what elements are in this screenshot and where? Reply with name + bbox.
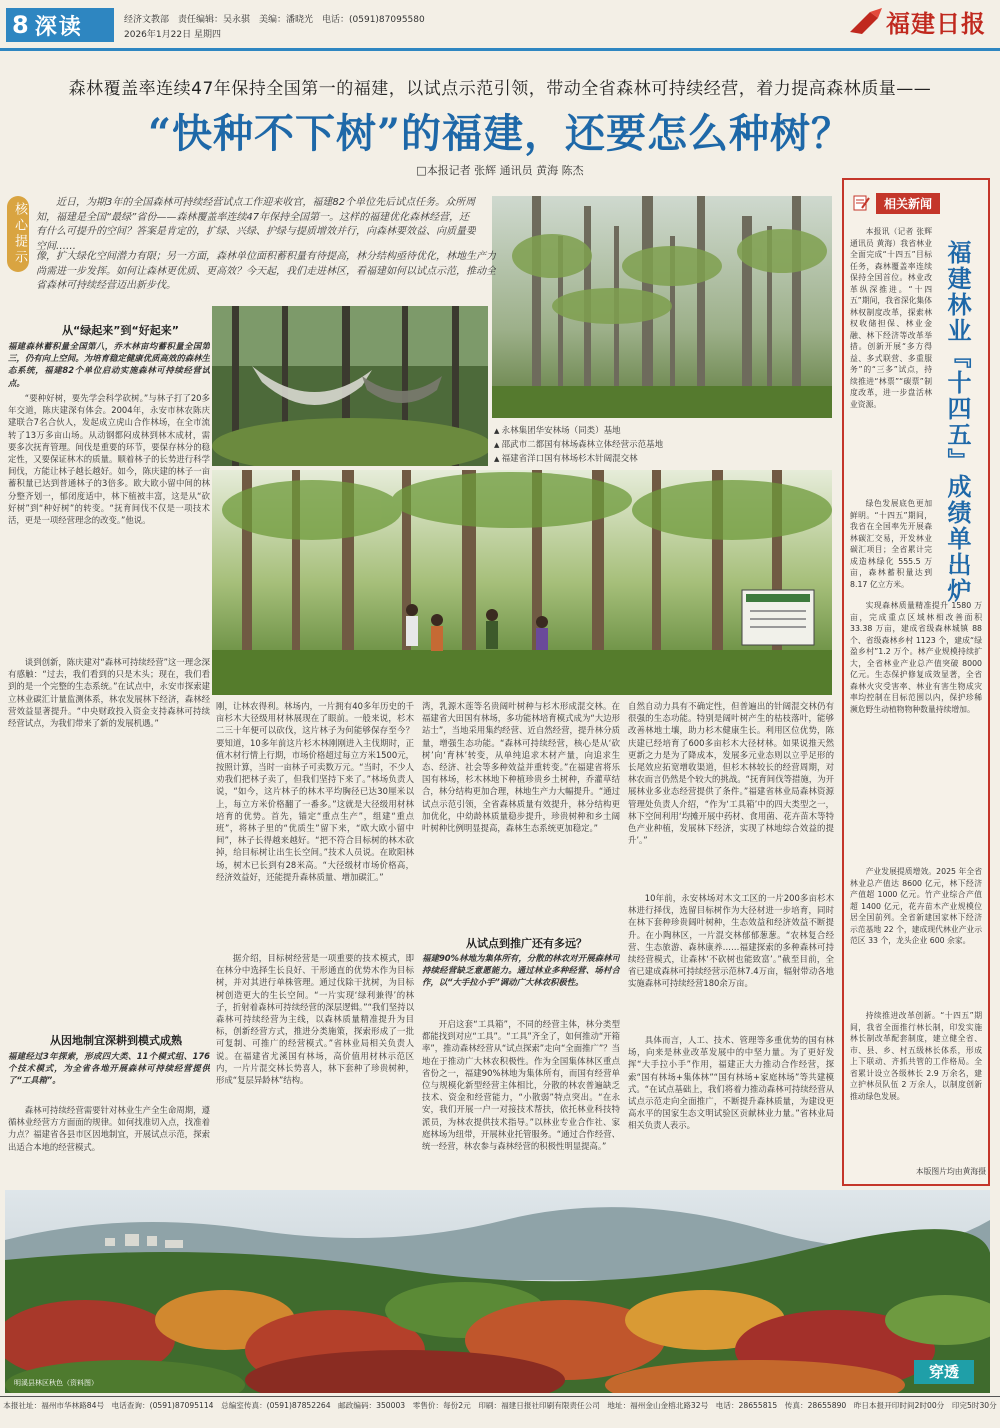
hammock-forest-photo: [212, 306, 488, 466]
column-4-text: 自然自动力具有不确定性，但普遍出的针阔混交林仍有很强的生态功能。特别是阔叶树产生的枯枝落叶，能够改善林地土壤，助力杉木健康生长。利用区位优势，陈庆建已经培育了600多亩杉木大径材林。如果说推天然更新之力是为了降成本，发展多元业态则以立乎足形的长尾效应拓宽增收渠道，但杉木林较长的经营周期，对林农而言仍然是个较大的挑战。“抚育间伐等措施，为开展林业多业态经营提供了条件。”福建省林业局森林资源管理处负责人介绍，“作为‘工具箱’中的四大类型之一，林下空间利用‘均摊开展中药材、食用菌、花卉苗木等特色产业种植，发展林下经济，实现了林地综合效益的提升’。”: [628, 701, 834, 846]
newspaper-brand: [848, 4, 986, 39]
autumn-forest-panorama: [5, 1190, 990, 1393]
column-4-text-c: 具体而言，人工、技术、管理等多重优势的国有林场，向来是林业改革发展中的中坚力量。为了更好发挥“大手拉小手”作用，福建正大力推动合作经营，探索“国有林场+集体林”“国有林场+家庭林场”等共建模式。“在试点基础上，我们将着力推动森林可持续经营从试点示范走向全面推广，不断提升森林质量，为建设更高水平的国家生态文明试验区贡献林业力量。”省林业局相关负责人表示。: [628, 1035, 834, 1131]
footer-info: 本报社址：福州市华林路84号 电话查询：(0591)87095114 总编室传真：(0591)87852264 邮政编码：350003 零售价：每份2元 印刷：福建日报社印刷有限责任公司 地址：福州金山金榕北路32号 电话：28655815 传真：28655890 昨日本报开印时间2时00分 印完5时30分: [3, 1401, 997, 1410]
spacer-3: [8, 396, 9, 397]
sidebar-text-4: 产业发展提质增效。2025 年全省林业总产值达 8600 亿元，林下经济产值超 1000 亿元。竹产业综合产值超 1400 亿元，花卉苗木产业规模位居全国前列。全省新建国家林下经济示范基地 22 个，建成现代林业产业示范区 33 个，龙头企业 600 余家。: [850, 867, 982, 945]
forest-people-photo: [212, 470, 832, 695]
newspaper-logo-icon: [848, 6, 886, 38]
page-number: 8: [12, 11, 29, 39]
lead-1: 福建森林蓄积量全国第八，乔木林亩均蓄积量全国第三，仍有向上空间。为培育稳定健康优质高效的森林生态系统，福建82个单位启动实施森林可持续经营试点。: [8, 341, 210, 388]
footer-rule: [0, 1396, 1000, 1397]
related-news-tag: [852, 192, 980, 214]
core-summary-badge: 核心提示: [7, 196, 29, 272]
forest-photo-top: [492, 196, 832, 418]
column-1-text: “要种好树，要先学会科学砍树。”与林子打了20多年交道，陈庆建深有体会。2004年，永安市林农陈庆建联合7名合伙人，发起成立虎山合作林场，在全市流转了13万多亩山场。从动钢都闷成林到林木成材，需要多次抚育管理。间伐是重要的环节，要保存林分的稳定性，又要保证林木的质量。顺着林子的长势进行科学间伐，方能让林子越长越好。如今，陈庆建的林子一亩蓄积量已达到普通林子的3倍多。欧大欧小留中间的林分整齐划一，郁闭度适中，林下植被丰富，这是从“砍好树”到“种好树”的转变。“抚育间伐不仅是一项技术活，更是一项经营理念的改变。”他说。: [8, 393, 210, 526]
photo-caption-1: ▲ 永林集团华安林场（同类）基地: [494, 424, 834, 438]
section-name: 深读: [34, 14, 83, 40]
page-number-box: [6, 8, 114, 42]
photo-captions: [494, 424, 834, 466]
headline-title: “快种不下树”的福建，还要怎么种树？: [147, 110, 852, 157]
sidebar-text-1: 本报讯（记者 张辉 通讯员 黄海）我省林业全面完成“十四五”目标任务，森林覆盖率连续保持全国首位。林业改革纵深推进。“十四五”期间，我省深化集体林权制度改革，探索林权收储担保、林业金融、林下经济等改革举措。创新开展“多方得益、多式联营、多重服务”的“三多”试点，持续推进“林票”“碳票”制度改革，进一步盘活林业资源。: [850, 227, 932, 409]
column-4-text-b: 10年前，永安林场对木文工区的一片200多亩杉木林进行择伐，选留目标树作为大径材进一步培育，同时在林下套种珍贵阔叶树种，生态效益和经济效益不断提升。在小陶林区，一片混交林郁郁葱葱。“农林复合经营、生态旅游、森林康养……福建探索的多种森林可持续经营模式，让森林‘不砍树也能致富’。”截至目前，全省已建成森林可持续经营示范林7.4万亩，辐射带动各地实施森林可持续经营180余万亩。: [628, 893, 834, 989]
lead-3: 福建90%林地为集体所有，分散的林农对开展森林可持续经营缺乏意愿能力。通过林业多种经营、场村合作，以“大手拉小手”调动广大林农积极性。: [422, 953, 620, 988]
column-2-text: 刚，让林农得利。林场内，一片拥有40多年历史的千亩杉木大径级用材林展现在了眼前。一般来说，杉木二三十年便可以砍伐，这片林子为何能够保存至今？要知道，10多年前这片杉木林刚刚进入主伐期时，正值木材行情上行期，市场价格超过每立方米1500元，按照计算，当时一亩林子可卖数万元。“当时，不少人劝我们把林子卖了，但我们坚持下来了。”林场负责人说，“如今，这片林子的林木平均胸径已达30厘米以上，每立方米价格翻了一番多。”这就是大径级用材林培育的优势。首先，锚定“重点生产”，组建“重点班”，将林子里的“优质生”留下来，“欧大欧小留中间”，林子长得越来越好。“把不符合目标树的林木砍掉，给目标树让出生长空间。”技术人员说。在欧阳林场，树木已长到有28米高。“大径级材市场价格高，经济效益好，还能提升森林质量、增加碳汇。”: [216, 701, 414, 882]
column-2-text-b: 据介绍，目标树经营是一项重要的技术模式，即在林分中选择生长良好、干形通直的优势木作为目标树，并对其进行单株管理。通过伐除干扰树，为目标树创造更大的生长空间。“一片实现‘绿利兼得’的林子，折射着森林可持续经营的深层逻辑。”“我们坚持以森林可持续经营为主线，以森林质量精准提升为目标，创新经营方式，推进分类施策，探索形成了一批可复制、可推广的经营模式。”省林业局相关负责人说。在福建省尤溪国有林场，高价值用材林示范区内，一片片混交林长势喜人，林下套种了珍贵树种，形成“复层异龄林”结构。: [216, 953, 414, 1086]
headline-kicker: 森林覆盖率连续47年保持全国第一的福建，以试点示范引领，带动全省森林可持续经营，着力提高森林质量——: [68, 79, 932, 99]
sidebar-text-2: 绿色发展底色更加鲜明。“十四五”期间，我省在全国率先开展森林碳汇交易，开发林业碳汇项目；全省累计完成造林绿化 555.5 万亩，森林蓄积量达到 8.17 亿立方米。: [850, 499, 932, 589]
subhead-3: 从试点到推广还有多远？: [466, 937, 587, 950]
date-line: 2026年1月22日 星期四: [124, 30, 221, 40]
core-summary-text-2: 像，扩大绿化空间潜力有限；另一方面，森林单位面积蓄积量有待提高，林分结构亟待优化，林地生产力尚需进一步发挥。如何让森林更优质、更高效？今天起，我们走进林区，看福建如何以试点示范，推动全省森林可持续经营迈出新步伐。: [36, 251, 496, 291]
subhead-2: 从因地制宜深耕到模式成熟: [50, 1034, 182, 1047]
editor-line: 经济文教部 责任编辑：吴永骐 美编：潘晓光 电话：(0591)87095580: [124, 15, 425, 25]
column-1-text-b: 谈到创新，陈庆建对“森林可持续经营”这一理念深有感触：“过去，我们看到的只是木头；现在，我们看到的是一个完整的生态系统。”在试点中，永安市探索建立林业碳汇计量监测体系，林农发展林下经济，森林经营效益显著提升。“中央财政投入资金支持森林可持续经营试点，为我们带来了新的发展机遇。”: [8, 657, 210, 729]
notepad-icon: [852, 194, 870, 212]
byline: □本报记者 张辉 通讯员 黄海 陈杰: [416, 164, 584, 177]
sidebar-photo-credit: 本版图片均由黄海摄: [915, 1167, 986, 1176]
photo-caption-3: ▲ 福建省洋口国有林场杉木针阔混交林: [494, 452, 834, 466]
sidebar-title: 福建林业『十四五』成绩单出炉: [943, 240, 972, 604]
lead-2: 福建经过3年探索，形成四大类、11个模式组、176个技术模式，为全省各地开展森林可持续经营提供了“工具箱”。: [8, 1051, 210, 1086]
bottom-photo-caption: 明溪县林区秋色（资料图）: [14, 1379, 98, 1387]
bottom-badge: 穿透: [914, 1360, 974, 1384]
related-news-label: 相关新闻: [876, 193, 940, 214]
sidebar-text-5: 持续推进改革创新。“十四五”期间，我省全面推行林长制，印发实施林长制改革配套制度，建立健全省、市、县、乡、村五级林长体系，形成上下联动、齐抓共管的工作格局。全省累计设立各级林长 2.9 万余名，建立护林员队伍 2 万余人，以制度创新推动绿色发展。: [850, 1011, 982, 1101]
masthead-rule: [0, 48, 1000, 51]
sidebar-text-3: 实现森林质量精准提升 1580 万亩，完成重点区域林相改善面积 33.38 万亩，建成省级森林城镇 88 个、省级森林乡村 1123 个，建成“绿盈乡村”1.2 万个。林产业规模持续扩大，全省林业产业总产值突破 8000 亿元。生态保护修复成效显著，全省森林火灾受害率、林业有害生物成灾率均控制在目标范围以内，保护珍稀濒危野生动植物物种数量持续增加。: [850, 601, 982, 714]
newspaper-name: 福建日报: [886, 9, 986, 38]
core-summary-text: 近日，为期3年的全国森林可持续经营试点工作迎来收官，福建82个单位先后试点任务。众所周知，福建是全国“最绿”省份——森林覆盖率连续47年保持全国第一。这样的福建优化森林经营，还有什么可提升的空间？答案是肯定的，扩绿、兴绿、护绿与提质增效并行，向森林要效益、向质量要空间……: [36, 197, 476, 252]
column-3-text-b: 开启这套“工具箱”，不同的经营主体，林分类型都能找到对应“工具”。“工具”齐全了，如何推动“开箱率”，推动森林经营从“试点探索”走向“全面推广”？当地在于推动广大林农积极性。作为全国集体林区重点省份之一，福建90%林地为集体所有，而国有经营单位与规模化新型经营主体相比，分散的林农普遍缺乏技术、资金和经营能力，“小散弱”特点突出。“在永安，我们开展一户一对接技术帮扶，依托林业科技特派员，为林农提供技术指导。”以林业专业合作社、家庭林场为纽带，开展林业托管服务。“通过合作经营、统一经营，林农参与森林经营的积极性明显提高。”: [422, 1019, 620, 1152]
spacer-2: [212, 196, 213, 197]
column-3-text: 湾，乳源木莲等名贵阔叶树种与杉木形成混交林。在福建省大田国有林场，多功能林培育模式成为“大边形站士”，当地采用集约经营、近自然经营，提升林分质量，增强生态功能。“森林可持续经营，核心是从‘砍树’向‘育林’转变，从单纯追求木材产量，向追求生态、经济、社会等多种效益并重转变。”在福建省将乐国有林场，杉木林地下种植珍贵乡土树种，乔灌草结合，林分结构更加合理，林地生产力大幅提升。“通过试点示范引领，全省森林质量有效提升，林分结构更加优化，中幼龄林质量稳步提升，珍贵树种和乡土阔叶树种比例明显提高，森林生态系统更加稳定。”: [422, 701, 620, 834]
subhead-1: 从“绿起来”到“好起来”: [62, 324, 179, 337]
column-1-text-c: 森林可持续经营需要针对林业生产全生命周期，遵循林业经营方方面面的规律。如何找准切入点，找准着力点？福建省各县市区因地制宜，开展试点示范，探索出适合本地的经营模式。: [8, 1105, 210, 1152]
photo-caption-2: ▲ 邵武市二都国有林场森林立体经营示范基地: [494, 438, 834, 452]
